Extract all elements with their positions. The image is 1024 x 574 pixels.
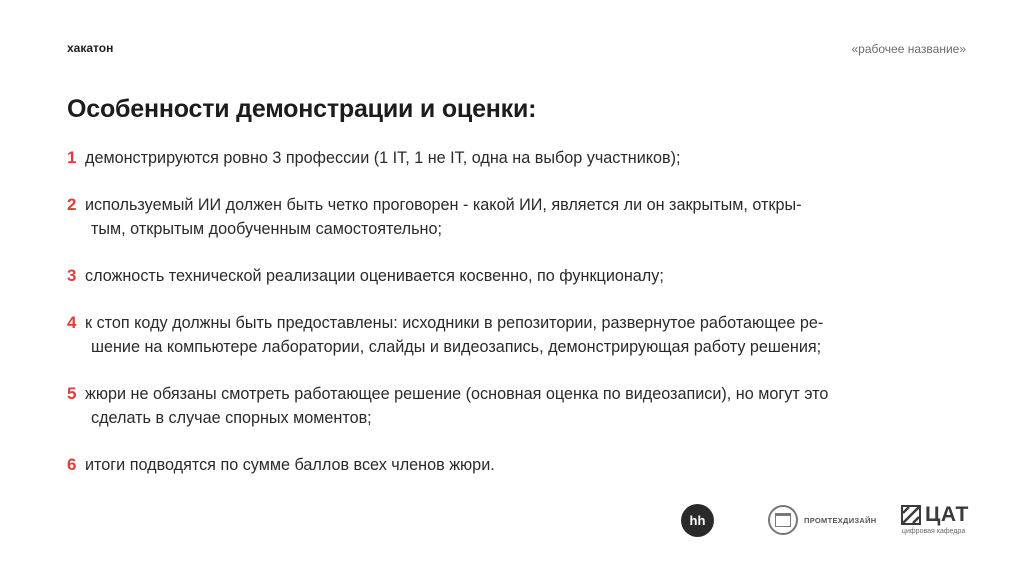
item-text-line: используемый ИИ должен быть четко проговорен - какой ИИ, является ли он закрытым, откры- <box>85 196 802 214</box>
item-text-line: сложность технической реализации оценивается косвенно, по функционалу; <box>85 267 664 285</box>
slide-title: Особенности демонстрации и оценки: <box>67 95 537 123</box>
ciat-logo <box>901 503 969 535</box>
list-item <box>67 193 967 241</box>
promtechdesign-logo <box>768 505 877 535</box>
ciat-label: ЦАТ <box>925 503 969 526</box>
promtechdesign-label: ПРОМТЕХДИЗАЙН <box>804 515 877 525</box>
item-text-line: шение на компьютере лаборатории, слайды и видеозапись, демонстрирующая работу решения; <box>91 338 822 356</box>
ciat-subtitle: цифровая кафедра <box>902 528 966 535</box>
list-item <box>67 453 967 477</box>
list-item <box>67 264 967 288</box>
item-text-line: к стоп коду должны быть предоставлены: исходники в репозитории, развернутое работающее ре- <box>85 314 824 332</box>
item-text-line: итоги подводятся по сумме баллов всех членов жюри. <box>85 456 495 474</box>
header-label: хакатон <box>67 41 114 55</box>
features-list <box>67 146 967 477</box>
item-number: 4 <box>67 313 77 332</box>
list-item <box>67 146 967 170</box>
item-text-line: демонстрируются ровно 3 профессии (1 IT, 1 не IT, одна на выбор участников); <box>85 149 681 167</box>
list-item <box>67 311 967 359</box>
item-number: 1 <box>67 148 77 167</box>
ciat-mark-icon <box>901 505 921 525</box>
list-item <box>67 382 967 430</box>
working-title-label: «рабочее название» <box>851 42 966 56</box>
item-text-line: сделать в случае спорных моментов; <box>91 409 372 427</box>
item-text-line: тым, открытым дообученным самостоятельно; <box>91 220 443 238</box>
item-number: 5 <box>67 384 77 403</box>
hh-logo: hh <box>681 504 714 537</box>
item-text-line: жюри не обязаны смотреть работающее решение (основная оценка по видеозаписи), но могут это <box>85 385 829 403</box>
seal-icon <box>768 505 798 535</box>
item-number: 3 <box>67 266 77 285</box>
item-number: 6 <box>67 455 77 474</box>
item-number: 2 <box>67 195 77 214</box>
